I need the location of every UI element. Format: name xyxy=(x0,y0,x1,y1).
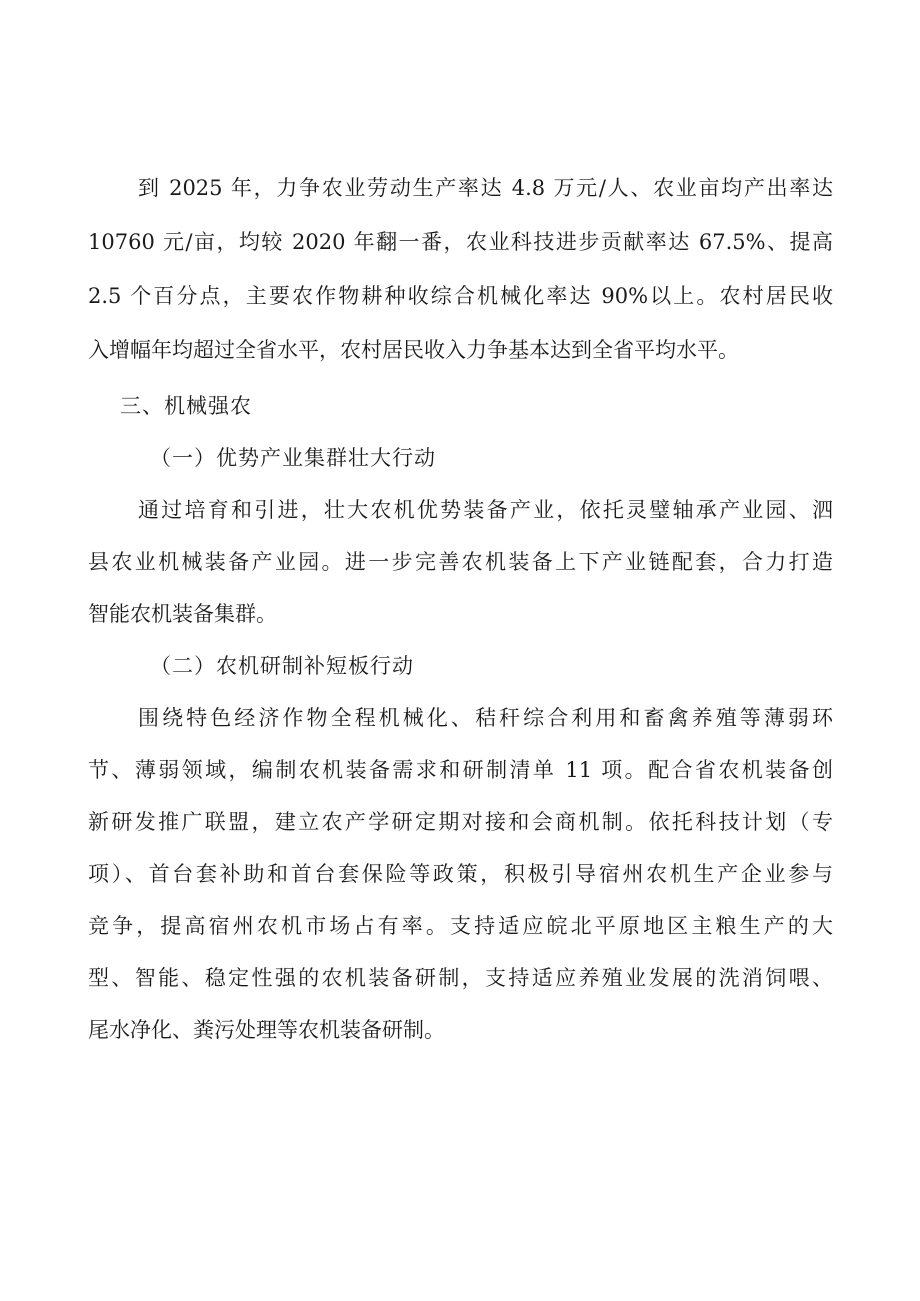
paragraph-1-line-4: 入增幅年均超过全省水平，农村居民收入力争基本达到全省平均水平。 xyxy=(88,338,739,362)
subsection-2-title: （二）农机研制补短板行动 xyxy=(150,654,414,678)
section-3-title: 三、机械强农 xyxy=(120,394,252,418)
paragraph-1-line-2: 10760 元/亩，均较 2020 年翻一番，农业科技进步贡献率达 67.5%、提高 xyxy=(88,230,833,254)
subsection-1-title: （一）优势产业集群壮大行动 xyxy=(150,446,436,470)
paragraph-1-line-3: 2.5 个百分点，主要农作物耕种收综合机械化率达 90%以上。农村居民收 xyxy=(88,284,833,308)
subsection-2-line-2: 节、薄弱领域，编制农机装备需求和研制清单 11 项。配合省农机装备创 xyxy=(88,758,833,782)
paragraph-1-line-1: 到 2025 年，力争农业劳动生产率达 4.8 万元/人、农业亩均产出率达 xyxy=(138,176,833,200)
subsection-1-line-1: 通过培育和引进，壮大农机优势装备产业，依托灵璧轴承产业园、泗 xyxy=(138,498,833,522)
subsection-1-line-2: 县农业机械装备产业园。进一步完善农机装备上下产业链配套，合力打造 xyxy=(88,550,833,574)
subsection-1-line-3: 智能农机装备集群。 xyxy=(88,602,277,626)
subsection-2-line-6: 型、智能、稳定性强的农机装备研制，支持适应养殖业发展的洗消饲喂、 xyxy=(88,966,833,990)
subsection-2-line-5: 竞争，提高宿州农机市场占有率。支持适应皖北平原地区主粮生产的大 xyxy=(88,914,833,938)
subsection-2-line-4: 项）、首台套补助和首台套保险等政策，积极引导宿州农机生产企业参与 xyxy=(88,862,833,886)
subsection-2-line-3: 新研发推广联盟，建立农产学研定期对接和会商机制。依托科技计划（专 xyxy=(88,810,833,834)
subsection-2-line-1: 围绕特色经济作物全程机械化、秸秆综合利用和畜禽养殖等薄弱环 xyxy=(138,706,833,730)
subsection-2-line-7: 尾水净化、粪污处理等农机装备研制。 xyxy=(88,1018,445,1042)
